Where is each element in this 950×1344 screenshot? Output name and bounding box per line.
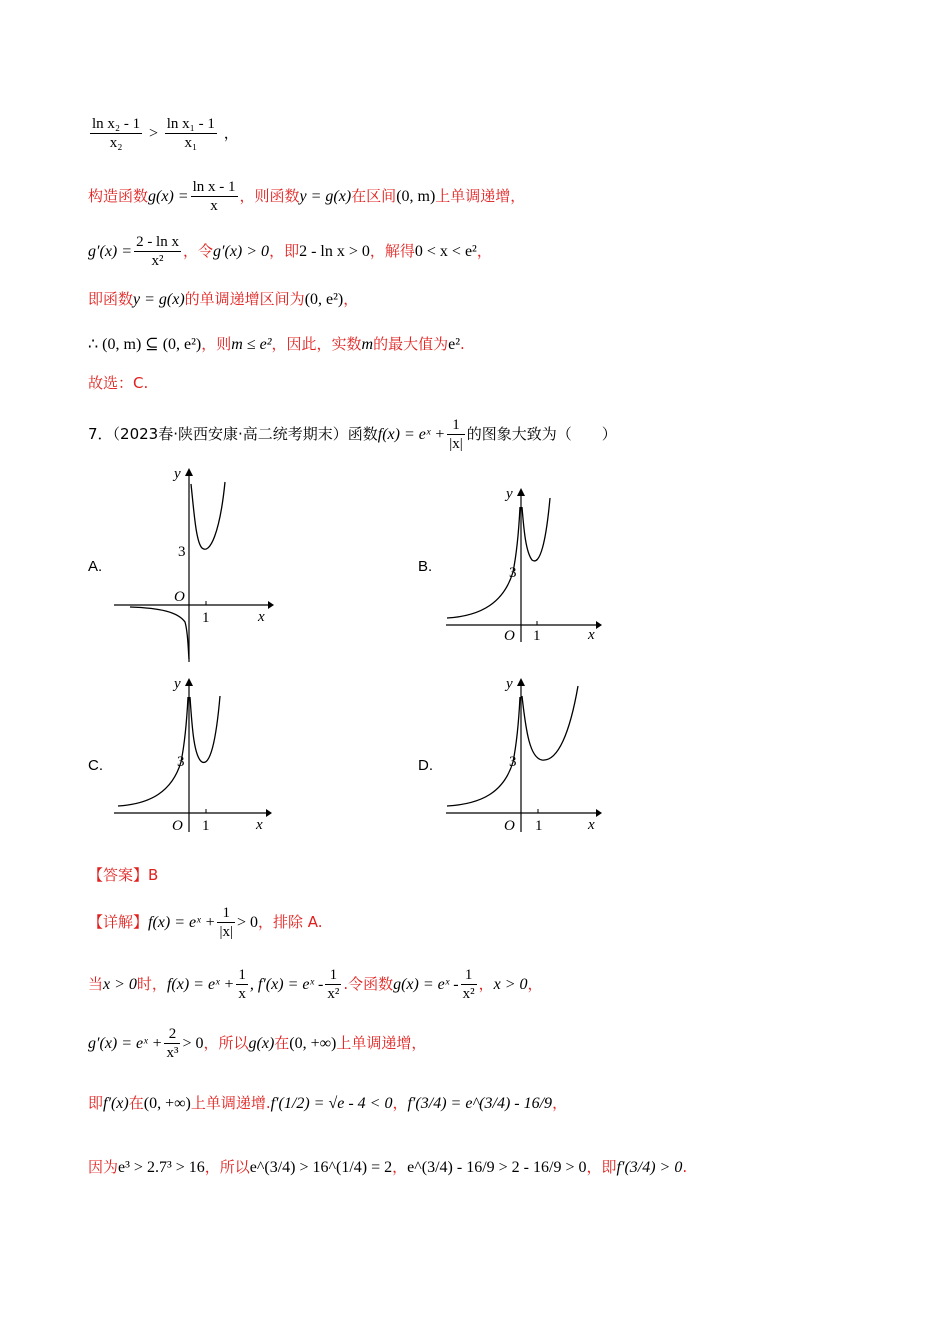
increasing-interval-line — [88, 288, 358, 311]
choice-line — [88, 372, 148, 394]
option-d-label: D. — [418, 757, 433, 774]
numerator: 1 — [325, 966, 341, 985]
math: f′(1/2) = √e - 4 < 0 — [270, 1095, 393, 1112]
y-axis-label: y — [506, 676, 513, 692]
fraction-lnx2 — [90, 115, 142, 152]
case-x-positive-line — [88, 966, 543, 1003]
x-axis-label: x — [258, 609, 265, 625]
answer-line — [88, 864, 158, 886]
text: 因为 — [88, 1158, 119, 1176]
option-a-label: A. — [88, 558, 103, 575]
text: ，因此，实数 — [271, 335, 362, 353]
math: 2 - ln x > 0 — [299, 243, 370, 260]
question-source: （2023春·陕西安康·高二统考期末）函数 — [112, 425, 378, 443]
text: ，所以 — [203, 1034, 249, 1052]
math: > 0 — [182, 1035, 204, 1052]
tick-1-label: 1 — [535, 818, 543, 834]
text: ， — [476, 242, 492, 260]
numerator: 1 — [461, 966, 477, 985]
g-derivative-line — [88, 1025, 426, 1062]
numerator: 2 — [164, 1025, 180, 1044]
denominator: x — [210, 198, 218, 214]
math: (0, m) — [396, 188, 436, 205]
text: .令函数 — [343, 975, 394, 993]
inequality-line — [88, 115, 239, 152]
text: 上单调递增， — [435, 187, 526, 205]
gt-sign: > — [148, 125, 158, 142]
text: 时， — [136, 975, 167, 993]
y-axis-label: y — [174, 466, 181, 482]
final-estimate-line — [88, 1156, 687, 1179]
text: 在 — [274, 1034, 290, 1052]
text: . — [682, 1158, 688, 1176]
math: e^(3/4) > 16^(1/4) = 2 — [249, 1159, 393, 1176]
math: x > 0 — [493, 976, 528, 993]
numerator: 1 — [217, 904, 235, 923]
denominator: x² — [327, 986, 340, 1002]
text: 当 — [88, 975, 104, 993]
math: f(x) = eˣ + — [148, 914, 216, 931]
conclusion-line — [88, 333, 465, 356]
math: g(x) = — [148, 188, 189, 205]
math: (0, e²) — [304, 291, 344, 308]
math: f(x) = eˣ + — [166, 976, 235, 993]
text: ，则函数 — [239, 187, 300, 205]
text: 在区间 — [351, 187, 397, 205]
question-number: 7． — [88, 425, 113, 443]
x-axis-label: x — [256, 817, 263, 833]
fraction — [236, 966, 248, 1003]
numerator: ln x - 1 — [192, 179, 236, 195]
text: 上单调递增. — [190, 1094, 271, 1112]
numerator: 1 — [447, 416, 465, 435]
text: 故选：C. — [88, 374, 149, 392]
text: ，则 — [201, 335, 232, 353]
text: . — [460, 335, 465, 353]
text: 在 — [128, 1094, 144, 1112]
math: f′(3/4) > 0 — [616, 1159, 683, 1176]
math: (0, +∞) — [289, 1035, 337, 1052]
math: 0 < x < e² — [414, 243, 477, 260]
text: ， — [343, 290, 359, 308]
y-axis-label: y — [506, 486, 513, 502]
text: ， — [552, 1094, 568, 1112]
tick-3-label: 3 — [178, 544, 186, 560]
fraction — [447, 416, 465, 453]
text: 的图象大致为（ ） — [466, 425, 617, 443]
origin-label: O — [174, 589, 185, 605]
denominator: x³ — [166, 1045, 179, 1061]
denominator: |x| — [219, 924, 233, 940]
origin-label: O — [504, 628, 515, 644]
origin-label: O — [172, 818, 183, 834]
fraction — [325, 966, 341, 1003]
text: 即 — [88, 1094, 104, 1112]
text: ，即 — [586, 1158, 617, 1176]
tick-3-label: 3 — [509, 754, 517, 770]
text: ， — [478, 975, 494, 993]
construct-function-line — [88, 178, 525, 215]
tick-1-label: 1 — [202, 818, 210, 834]
math: g′(x) = eˣ + — [88, 1035, 163, 1052]
math: f′(3/4) = e^(3/4) - 16/9 — [407, 1095, 553, 1112]
math: g(x) = eˣ - — [393, 976, 459, 993]
graph-d — [442, 672, 607, 837]
graph-c — [110, 672, 275, 837]
detail-label: 【详解】 — [88, 913, 149, 931]
text: ， — [527, 975, 543, 993]
option-b-label: B. — [418, 558, 433, 575]
fraction — [217, 904, 235, 941]
tick-3-label: 3 — [509, 565, 517, 581]
denominator: x² — [151, 253, 164, 269]
math: x > 0 — [103, 976, 137, 993]
text: ，令 — [182, 242, 213, 260]
text: 上单调递增， — [336, 1034, 427, 1052]
text: ，解得 — [369, 242, 415, 260]
math: e³ > 2.7³ > 16 — [118, 1159, 205, 1176]
math: (0, +∞) — [143, 1095, 191, 1112]
math: g(x) — [248, 1035, 275, 1052]
text: 构造函数 — [88, 187, 149, 205]
option-c-label: C. — [88, 757, 103, 774]
text: ，所以 — [204, 1158, 250, 1176]
tick-3-label: 3 — [177, 754, 185, 770]
fraction — [461, 966, 477, 1003]
math: , f′(x) = eˣ - — [249, 976, 324, 993]
text: ， — [223, 124, 239, 142]
text: ， — [392, 1158, 408, 1176]
answer: 【答案】B — [88, 866, 159, 884]
math: m ≤ e² — [231, 336, 272, 353]
tick-1-label: 1 — [202, 610, 210, 626]
detail-line — [88, 904, 323, 941]
x-axis-label: x — [588, 627, 595, 643]
text: ，即 — [269, 242, 300, 260]
math: y = g(x) — [299, 188, 352, 205]
graph-b — [442, 482, 607, 647]
numerator: 1 — [238, 967, 246, 983]
denominator: x — [238, 986, 246, 1002]
text: 即函数 — [88, 290, 134, 308]
text: ， — [392, 1094, 408, 1112]
text: 的最大值为 — [373, 335, 449, 353]
tick-1-label: 1 — [533, 628, 541, 644]
origin-label: O — [504, 818, 515, 834]
math: f(x) = eˣ + — [377, 426, 446, 443]
x-axis-label: x — [588, 817, 595, 833]
derivative-line — [88, 233, 492, 270]
denominator: x₁ — [184, 135, 198, 151]
math: > 0 — [236, 914, 258, 931]
numerator: 2 - ln x — [136, 234, 179, 250]
denominator: x₂ — [109, 135, 123, 151]
math: m — [361, 336, 374, 353]
fraction-lnx1 — [165, 115, 217, 152]
math: y = g(x) — [133, 291, 185, 308]
f-derivative-increasing-line — [88, 1092, 567, 1115]
y-axis-label: y — [174, 676, 181, 692]
denominator: |x| — [449, 436, 463, 452]
math: e^(3/4) - 16/9 > 2 - 16/9 > 0 — [407, 1159, 587, 1176]
math: e² — [448, 336, 460, 353]
text: ，排除 A. — [257, 913, 323, 931]
fraction — [164, 1025, 180, 1062]
denominator: x² — [462, 986, 475, 1002]
numerator: ln x₂ - 1 — [92, 116, 141, 132]
math: ∴ (0, m) ⊆ (0, e²) — [88, 336, 202, 353]
text: 的单调递增区间为 — [184, 290, 305, 308]
math: f′(x) — [103, 1095, 129, 1112]
numerator: ln x₁ - 1 — [166, 116, 215, 132]
fraction — [134, 233, 181, 270]
math: g′(x) > 0 — [213, 243, 270, 260]
question-7 — [88, 416, 617, 453]
math: g′(x) = — [88, 243, 133, 260]
fraction — [191, 178, 238, 215]
graph-a — [110, 462, 275, 667]
